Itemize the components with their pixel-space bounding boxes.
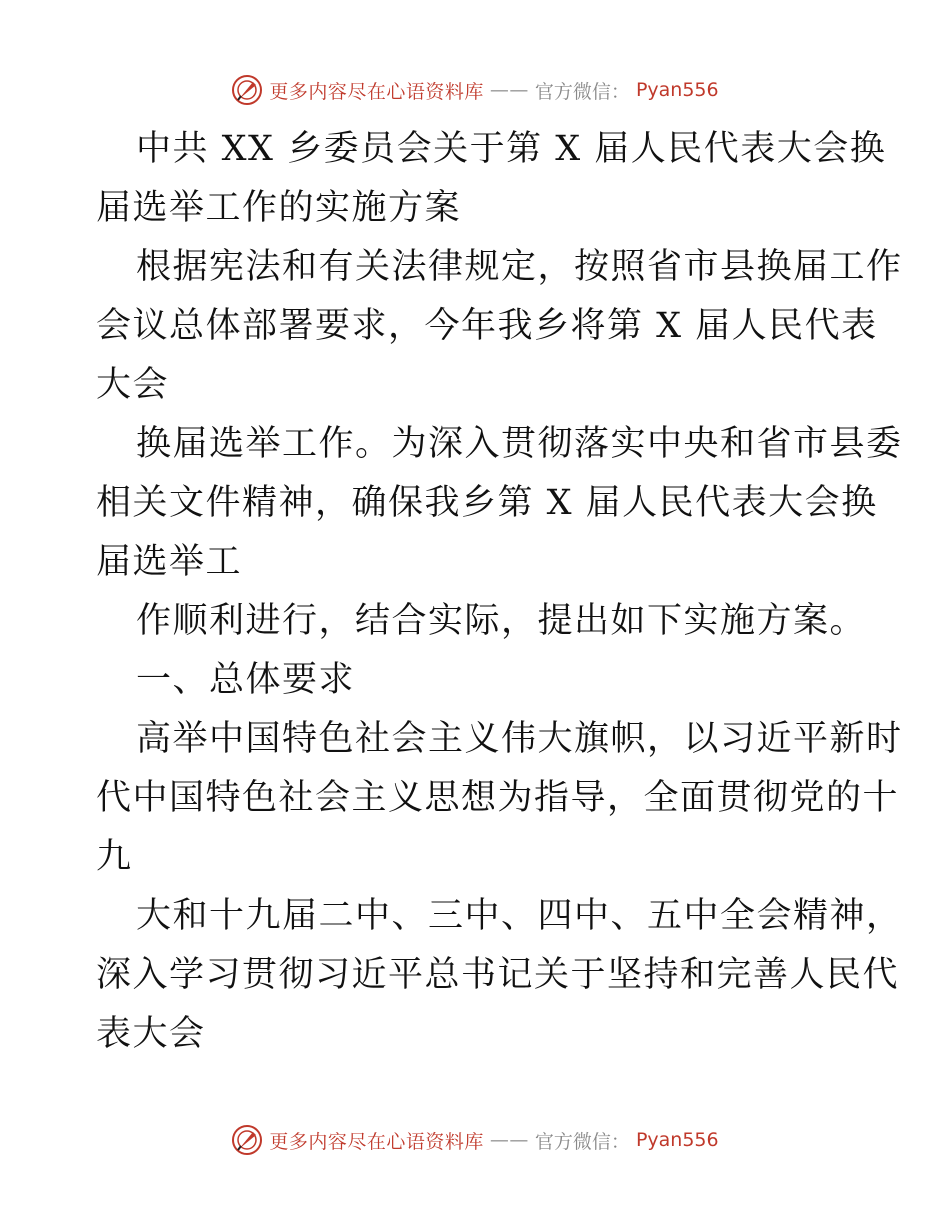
section-heading: 一、总体要求 [136,660,356,700]
watermark-separator: —— [489,79,529,101]
paragraph-line: 代中国特色社会主义思想为指导，全面贯彻党的十 [96,778,900,818]
paragraph-line: 会议总体部署要求，今年我乡将第 X 届人民代表 [96,306,878,346]
document-title-line-2: 届选举工作的实施方案 [96,188,462,228]
document-body [96,120,903,1064]
document-title-line-1: 中共 XX 乡委员会关于第 X 届人民代表大会换 [136,129,887,169]
paragraph-line: 相关文件精神，确保我乡第 X 届人民代表大会换 [96,483,878,523]
watermark-separator: —— [489,1129,529,1151]
watermark-brand-text: 更多内容尽在心语资料库 [269,80,484,103]
watermark-brand-text: 更多内容尽在心语资料库 [269,1130,484,1153]
paragraph-line: 高举中国特色社会主义伟大旗帜，以习近平新时 [136,719,903,759]
paragraph-line: 九 [96,837,133,877]
watermark-wechat-handle: Pyan556 [635,1129,719,1151]
paragraph-line: 作顺利进行，结合实际，提出如下实施方案。 [136,601,867,641]
paragraph-line: 大和十九届二中、三中、四中、五中全会精神， [136,896,903,936]
watermark-wechat-handle: Pyan556 [635,79,719,101]
paragraph-line: 大会 [96,365,170,405]
watermark-wechat-label: 官方微信： [534,1130,630,1153]
quill-pen-icon [231,74,263,106]
paragraph-line: 表大会 [96,1014,206,1054]
paragraph-line: 届选举工 [96,542,243,582]
quill-pen-icon [231,1124,263,1156]
paragraph-line: 根据宪法和有关法律规定，按照省市县换届工作 [136,247,903,287]
paragraph-line: 深入学习贯彻习近平总书记关于坚持和完善人民代 [96,955,900,995]
header-watermark [0,72,950,108]
paragraph-line: 换届选举工作。为深入贯彻落实中央和省市县委 [136,424,903,464]
watermark-wechat-label: 官方微信： [534,80,630,103]
footer-watermark [0,1122,950,1158]
